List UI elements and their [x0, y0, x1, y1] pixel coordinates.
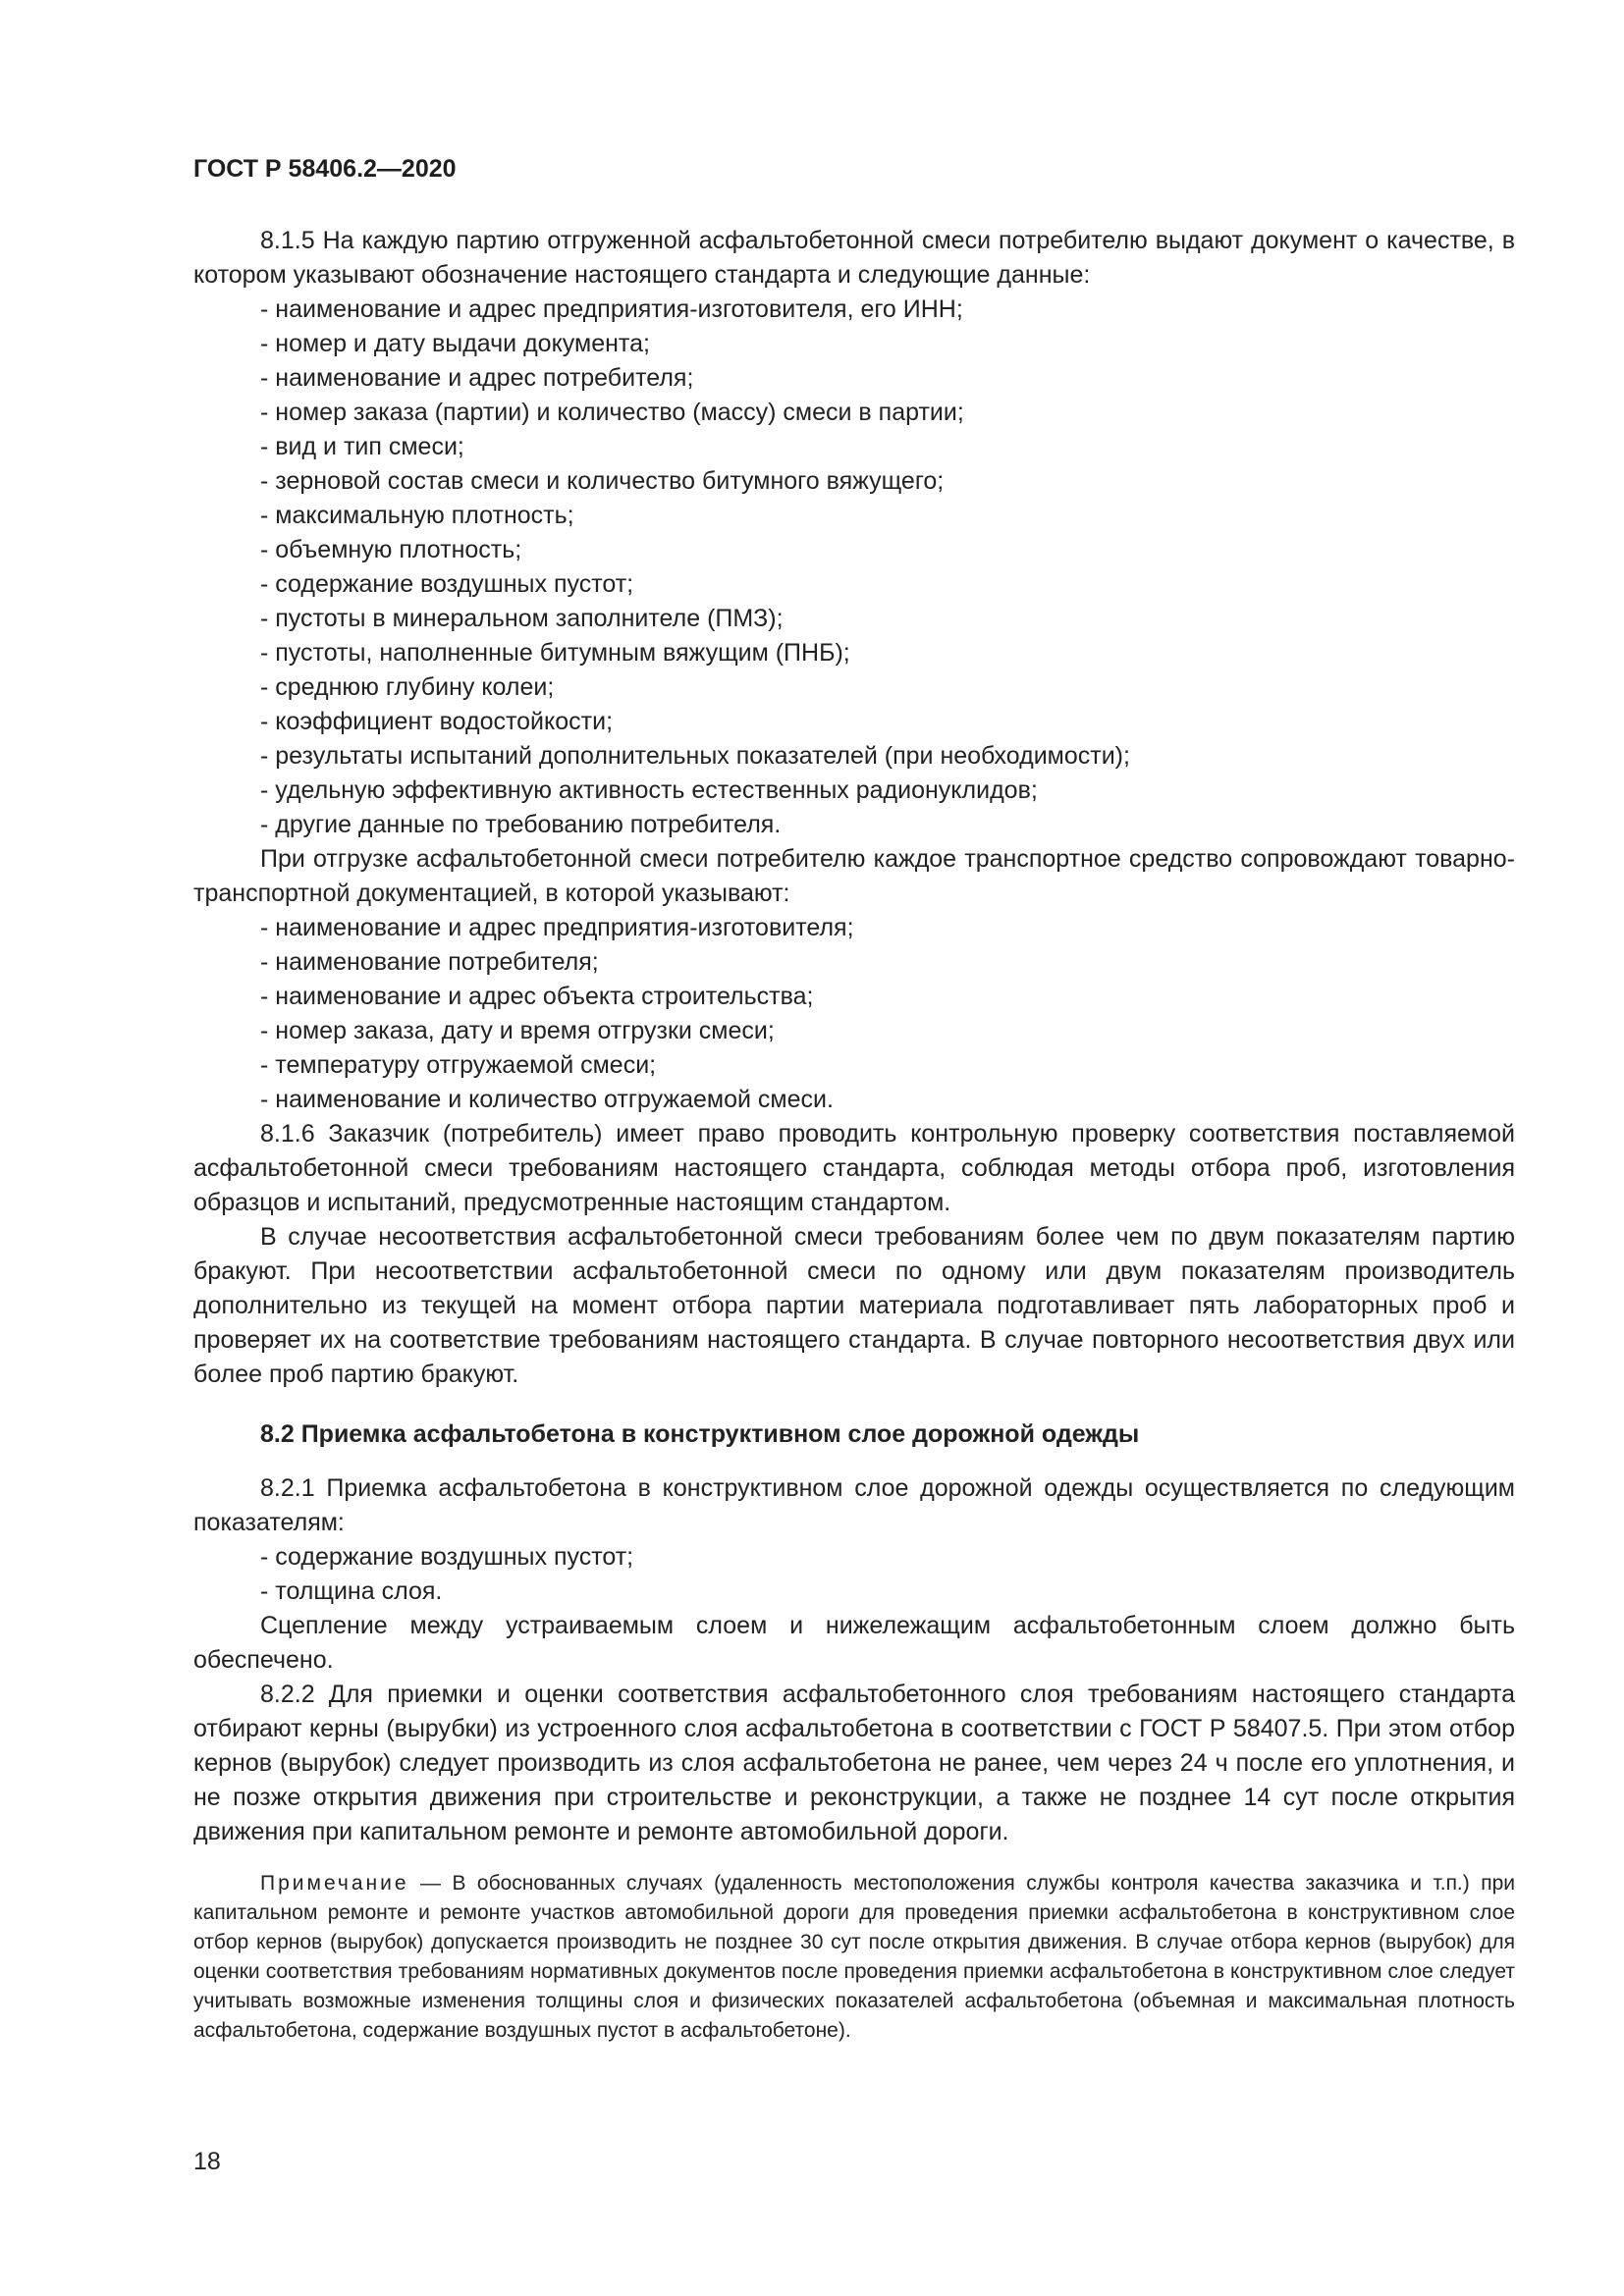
list-item: - содержание воздушных пустот; [260, 1543, 634, 1571]
list-item: - зерновой состав смеси и количество битумного вяжущего; [260, 467, 945, 495]
list-item: - наименование и адрес потребителя; [260, 364, 694, 392]
paragraph-nonconformity: В случае несоответствия асфальтобетонной смеси требованиям более чем по двум показателям партию бракуют. При несоответствии асфальтобетонной смеси по одному или двум показателям производитель дополнительно из текущей на момент отбора партии материала подготавливает пять лабораторных проб и проверяет их на соответствие требованиям настоящего стандарта. В случае повторного несоответствия двух или более проб партию бракуют. [193, 1223, 1515, 1388]
list-item: - номер и дату выдачи документа; [260, 330, 650, 357]
list-item: - наименование и количество отгружаемой смеси. [260, 1086, 834, 1113]
transport-document-list [193, 911, 1515, 1117]
paragraph-8-2-1: 8.2.1 Приемка асфальтобетона в конструктивном слое дорожной одежды осуществляется по следующим показателям: [193, 1474, 1515, 1536]
quality-document-list [193, 293, 1515, 842]
note [193, 1869, 1515, 2046]
list-item: - объемную плотность; [260, 536, 522, 563]
list-item: - коэффициент водостойкости; [260, 708, 614, 735]
document-body [193, 224, 1515, 2066]
list-item: - номер заказа, дату и время отгрузки смеси; [260, 1017, 775, 1044]
list-item: - результаты испытаний дополнительных показателей (при необходимости); [260, 742, 1130, 770]
list-item: - содержание воздушных пустот; [260, 570, 634, 598]
list-item: - удельную эффективную активность естественных радионуклидов; [260, 776, 1038, 804]
list-item: - пустоты в минеральном заполнителе (ПМЗ); [260, 605, 784, 632]
list-item: - пустоты, наполненные битумным вяжущим (ПНБ); [260, 639, 850, 667]
note-text: — В обоснованных случаях (удаленность местоположения службы контроля качества заказчика и т.п.) при капитальном ремонте и ремонте участков автомобильной дороги для проведения приемки асфальтобетона в конструктивном слое отбор кернов (вырубок) допускается производить не позднее 30 сут после открытия движения. В случае отбора кернов (вырубок) для оценки соответствия требованиям нормативных документов после проведения приемки асфальтобетона в конструктивном слое следует учитывать возможные изменения толщины слоя и физических показателей асфальтобетона (объемная и максимальная плотность асфальтобетона, содержание воздушных пустот в асфальтобетоне). [193, 1872, 1515, 2042]
list-item: - наименование потребителя; [260, 948, 599, 976]
section-heading-8-2: 8.2 Приемка асфальтобетона в конструктивном слое дорожной одежды [260, 1420, 1140, 1448]
paragraph-8-1-6: 8.1.6 Заказчик (потребитель) имеет право проводить контрольную проверку соответствия поставляемой асфальтобетонной смеси требованиям настоящего стандарта, соблюдая методы отбора проб, изготовления образцов и испытаний, предусмотренные настоящим стандартом. [193, 1120, 1515, 1216]
list-item: - максимальную плотность; [260, 502, 574, 529]
paragraph-adhesion: Сцепление между устраиваемым слоем и нижележащим асфальтобетонным слоем должно быть обеспечено. [193, 1612, 1515, 1674]
paragraph-8-2-2: 8.2.2 Для приемки и оценки соответствия асфальтобетонного слоя требованиям настоящего стандарта отбирают керны (вырубки) из устроенного слоя асфальтобетона в соответствии с ГОСТ Р 58407.5. При этом отбор кернов (вырубок) следует производить из слоя асфальтобетона не ранее, чем через 24 ч после его уплотнения, и не позже открытия движения при строительстве и реконструкции, а также не позднее 14 сут после открытия движения при капитальном ремонте и ремонте автомобильной дороги. [193, 1681, 1515, 1845]
list-item: - наименование и адрес предприятия-изготовителя, его ИНН; [260, 295, 963, 323]
paragraph-transport: При отгрузке асфальтобетонной смеси потребителю каждое транспортное средство сопровождают товарно-транспортной документацией, в которой указывают: [193, 845, 1515, 907]
paragraph-8-1-5: 8.1.5 На каждую партию отгруженной асфальтобетонной смеси потребителю выдают документ о качестве, в котором указывают обозначение настоящего стандарта и следующие данные: [193, 227, 1515, 289]
list-item: - вид и тип смеси; [260, 433, 464, 460]
list-item: - наименование и адрес предприятия-изготовителя; [260, 914, 854, 941]
page-number: 18 [193, 2148, 221, 2175]
note-label: Примечание [260, 1872, 409, 1895]
list-item: - наименование и адрес объекта строительства; [260, 983, 814, 1010]
list-item: - среднюю глубину колеи; [260, 673, 555, 701]
list-item: - температуру отгружаемой смеси; [260, 1051, 657, 1079]
list-item: - толщина слоя. [260, 1577, 443, 1605]
list-item: - другие данные по требованию потребителя. [260, 811, 782, 838]
acceptance-indicators-list [193, 1540, 1515, 1609]
document-header: ГОСТ Р 58406.2—2020 [193, 155, 457, 183]
list-item: - номер заказа (партии) и количество (массу) смеси в партии; [260, 399, 964, 426]
